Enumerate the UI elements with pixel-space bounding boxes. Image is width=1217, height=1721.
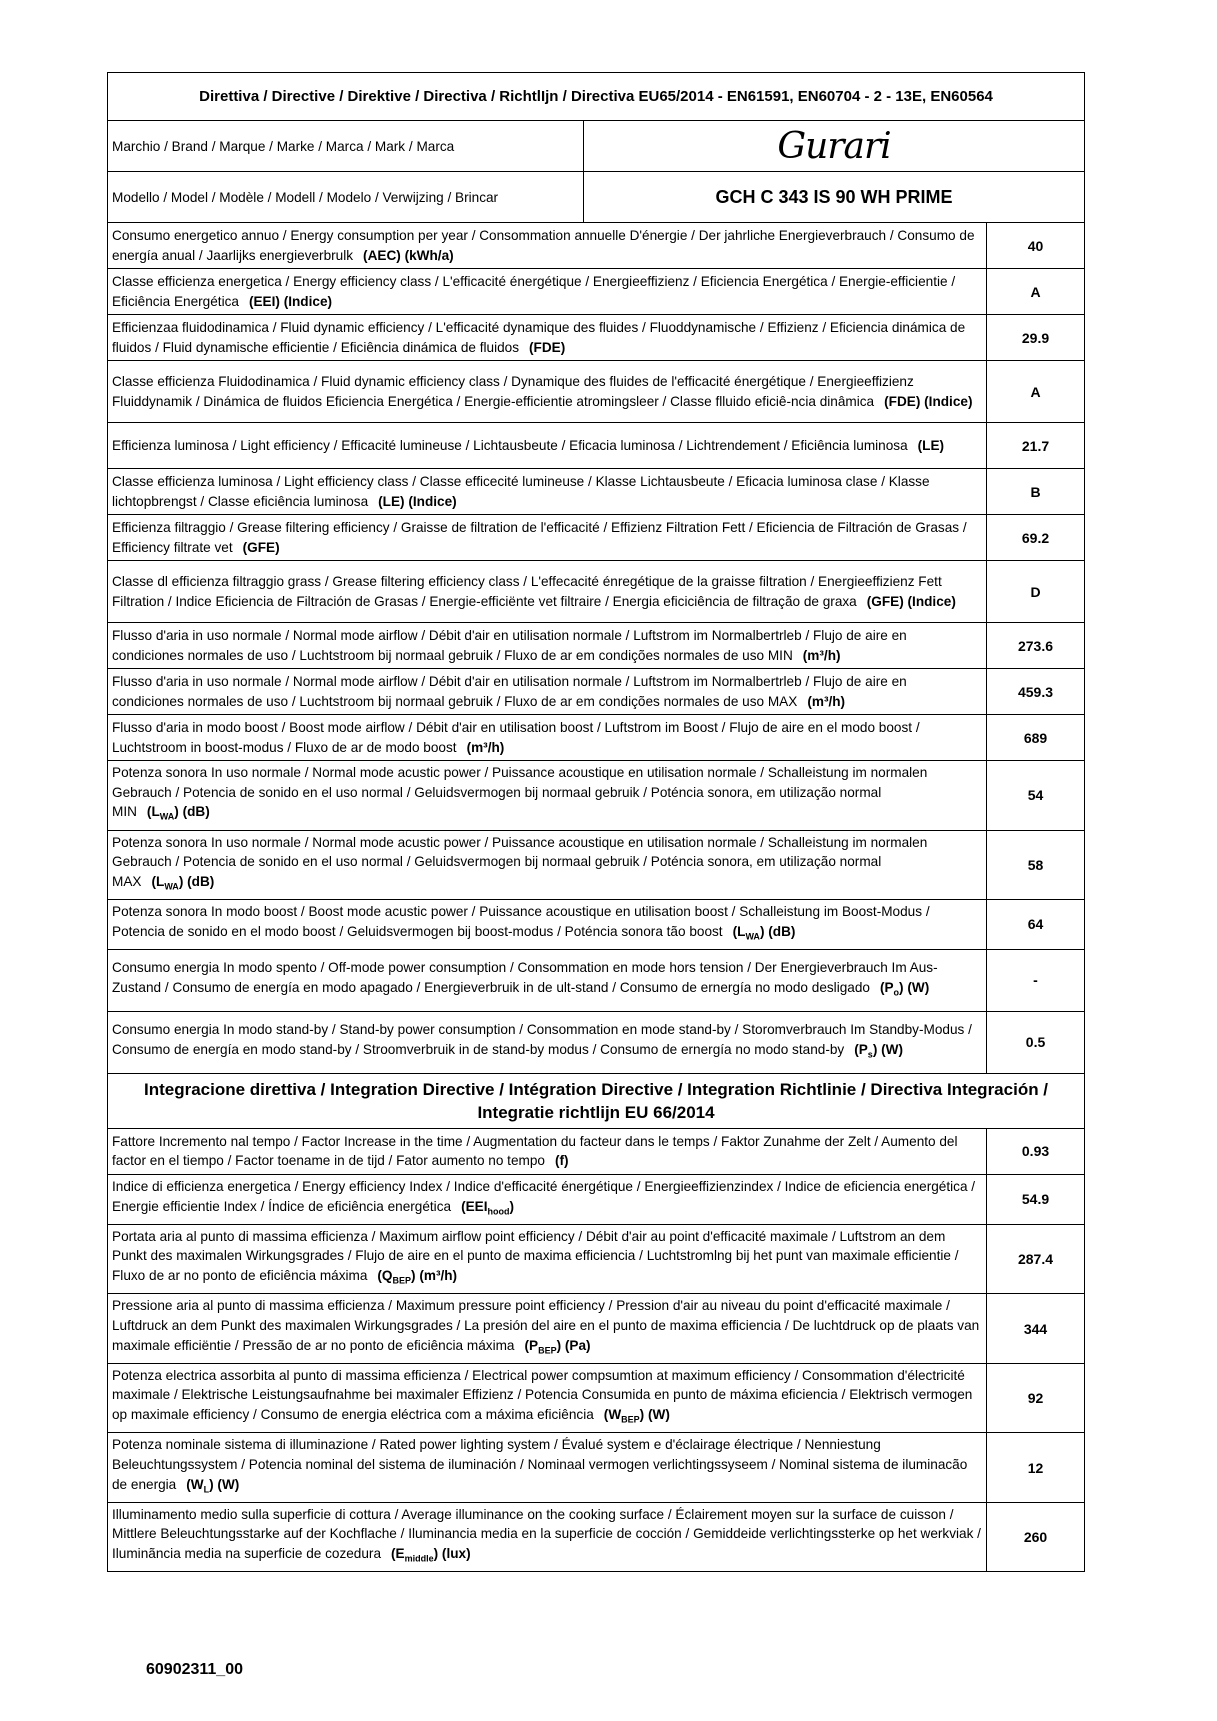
parameter-row xyxy=(108,1294,1085,1364)
parameter-value: A xyxy=(987,269,1085,315)
parameter-text: Consumo energia In modo stand-by / Stand-by power consumption / Consommation en mode stand-by / Storomverbrauch Im Standby-Modus / Consumo de energía en modo stand-by / Stroomverbruik in de stand-by modus / Consumo de ernergía no modo stand-by xyxy=(112,1021,972,1057)
directive-row xyxy=(108,73,1085,121)
parameter-symbol: $(P_o)$ (W) xyxy=(879,979,930,998)
parameter-value: 0.93 xyxy=(987,1128,1085,1174)
parameter-label xyxy=(108,1174,987,1224)
parameter-label xyxy=(108,1363,987,1433)
parameter-row xyxy=(108,561,1085,623)
parameter-text: Efficienza filtraggio / Grease filtering efficiency / Graisse de filtration de l'efficacité / Effizienz Filtration Fett / Eficiencia de Filtración de Grasas / Efficiency filtrate vet xyxy=(112,519,967,555)
parameter-row xyxy=(108,830,1085,900)
parameter-value: 69.2 xyxy=(987,515,1085,561)
parameter-text: Classe dl efficienza filtraggio grass / Grease filtering efficiency class / L'effecacité énregétique de la graisse filtration / Energieeffizienz Fett Filtration / Indice Eficiencia de Filtración de Grasas / Energie-efficiënte vet filtraire / Energia eficiciência de filtração de graxa xyxy=(112,573,942,609)
parameter-label xyxy=(108,715,987,761)
parameter-label xyxy=(108,315,987,361)
parameter-row xyxy=(108,361,1085,423)
parameter-text: Pressione aria al punto di massima efficienza / Maximum pressure point efficiency / Pression d'air au niveau du point d'efficacité maximale / Luftdruck an dem Punkt des maximalen Wirkungsgrades / La presión del aire en el punto de maxima efficiencia / De luchtdruck op de plaats van maximale efficiëntie / Pressão de ar no ponto de eficiência máxima xyxy=(112,1298,980,1353)
parameter-symbol: $(P_s)$ (W) xyxy=(854,1041,904,1060)
parameter-value: 54.9 xyxy=(987,1174,1085,1224)
parameter-value: A xyxy=(987,361,1085,423)
parameter-value: 54 xyxy=(987,761,1085,831)
parameter-text: Consumo energetico annuo / Energy consumption per year / Consommation annuelle D'énergie / Der jahrliche Energieverbrauch / Consumo de energía anual / Jaarlijks energieverbrulk xyxy=(112,227,975,263)
parameter-label xyxy=(108,900,987,950)
parameter-row xyxy=(108,1174,1085,1224)
parameter-row xyxy=(108,761,1085,831)
parameter-symbol: (m³/h) xyxy=(466,739,505,755)
parameter-text: Consumo energia In modo spento / Off-mode power consumption / Consommation en mode hors tension / Der Energieverbrauch Im Aus-Zustand / Consumo de energía en modo apagado / Energieverbruik in de ult-stand / Consumo de ernergía no modo desligado xyxy=(112,959,938,995)
parameter-symbol: $(L_{WA})$ (dB) xyxy=(151,873,215,892)
parameter-symbol: $(L_{WA})$ (dB) xyxy=(146,804,210,822)
parameter-label xyxy=(108,761,987,831)
parameter-label xyxy=(108,669,987,715)
parameter-row xyxy=(108,949,1085,1011)
parameter-text: Flusso d'aria in uso normale / Normal mode airflow / Débit d'air en utilisation normale / Luftstrom im Normalbertrleb / Flujo de aire en condiciones normales de uso / Luchtstroom bij normaal gebruik / Fluxo de ar em condições normales de uso MIN xyxy=(112,627,907,663)
parameter-value: 92 xyxy=(987,1363,1085,1433)
parameter-label xyxy=(108,223,987,269)
parameter-label xyxy=(108,1502,987,1572)
parameter-text: Potenza electrica assorbita al punto di massima efficienza / Electrical power compsumtion at maximum efficiency / Consommation d'électricité maximale / Elektrische Leistungsaufnahme bei maximaler Effizienz / Potencia Consumida en punto de máxima eficiencia / Elektrisch vermogen op maximale efficiency / Consumo de energia eléctrica com a máxima eficiência xyxy=(112,1367,973,1422)
parameter-label xyxy=(108,269,987,315)
parameter-row xyxy=(108,423,1085,469)
parameter-value: 689 xyxy=(987,715,1085,761)
parameter-row xyxy=(108,1363,1085,1433)
parameter-row xyxy=(108,1224,1085,1294)
parameter-symbol: (EEI) (Indice) xyxy=(248,293,333,309)
model-row xyxy=(108,172,1085,223)
parameter-symbol: (m³/h) xyxy=(807,693,846,709)
brand-cell xyxy=(584,121,1085,172)
parameter-symbol: $(P_{BEP})$ (Pa) xyxy=(524,1337,591,1356)
parameter-symbol: $(EEI_{hood})$ xyxy=(461,1198,515,1217)
parameter-row xyxy=(108,1502,1085,1572)
parameter-text: Efficienzaa fluidodinamica / Fluid dynamic efficiency / L'efficacité dynamique des fluides / Fluoddynamische / Effizienz / Eficiencia dinámica de fluidos / Fluid dynamische efficientie / Eficiência dinámica de fluidos xyxy=(112,319,966,355)
parameter-label xyxy=(108,515,987,561)
parameter-value: 344 xyxy=(987,1294,1085,1364)
parameter-label xyxy=(108,423,987,469)
parameter-value: 459.3 xyxy=(987,669,1085,715)
parameter-text: Illuminamento medio sulla superficie di cottura / Average illuminance on the cooking surface / Éclairement moyen sur la surface de cuisson / Mittlere Beleuchtungsstarke auf der Kochflache / Iluminancia media en la superficie de cocción / Gemiddeide verlichtingssterke op het werkviak / Iluminãncia media na superficie de cozedura xyxy=(112,1506,981,1561)
parameter-symbol: $(Q_{BEP})$ (m³/h) xyxy=(377,1268,458,1286)
parameter-row xyxy=(108,515,1085,561)
parameter-value: 64 xyxy=(987,900,1085,950)
parameter-row xyxy=(108,900,1085,950)
parameter-text: Portata aria al punto di massima efficienza / Maximum airflow point efficiency / Débit d'air au point d'efficacité maximale / Luftstrom an dem Punkt des maximalen Wirkungsgrades / Flujo de aire en el punto de maxima efficiencia / Luchtstromlng bij het punt van maximale efficientie / Fluxo de ar no ponto de eficiência máxima xyxy=(112,1228,959,1283)
parameter-value: 273.6 xyxy=(987,623,1085,669)
parameter-row xyxy=(108,269,1085,315)
parameter-symbol: $(W_{BEP})$ (W) xyxy=(603,1407,670,1425)
parameter-symbol: $(E_{middle})$ (lux) xyxy=(391,1546,471,1564)
model-label: Modello / Model / Modèle / Modell / Modelo / Verwijzing / Brincar xyxy=(108,172,584,223)
parameter-label xyxy=(108,1433,987,1503)
parameter-symbol: (AEC) (kWh/a) xyxy=(363,247,454,263)
parameter-label xyxy=(108,1294,987,1364)
parameter-text: Fattore Incremento nal tempo / Factor Increase in the time / Augmentation du facteur dans le temps / Faktor Zunahme der Zelt / Aumento del factor en el tiempo / Factor toename in de tijd / Fator aumento no tempo xyxy=(112,1133,958,1169)
parameter-value: 260 xyxy=(987,1502,1085,1572)
parameter-value: 58 xyxy=(987,830,1085,900)
parameter-text: Classe efficienza energetica / Energy efficiency class / L'efficacité énergétique / Energieeffizienz / Eficiencia Energética / Energie-efficientie / Eficiência Energética xyxy=(112,273,956,309)
parameter-row xyxy=(108,1011,1085,1073)
parameter-text: Flusso d'aria in modo boost / Boost mode airflow / Débit d'air en utilisation boost / Luftstrom im Boost / Flujo de aire en el modo boost / Luchtstroom in boost-modus / Fluxo de ar de modo boost xyxy=(112,719,920,755)
parameter-symbol: (m³/h) xyxy=(802,647,841,663)
brand-logo: Gurari xyxy=(777,125,891,167)
parameter-symbol: (GFE) xyxy=(242,539,280,555)
parameter-value: 0.5 xyxy=(987,1011,1085,1073)
parameter-row xyxy=(108,1433,1085,1503)
parameter-label xyxy=(108,623,987,669)
parameter-symbol: $(W_L)$ (W) xyxy=(186,1476,240,1495)
directive-header: Direttiva / Directive / Direktive / Directiva / RichtlIjn / Directiva EU65/2014 - EN61591, EN60704 - 2 - 13E, EN60564 xyxy=(108,73,1085,121)
parameter-symbol: (LE) xyxy=(917,437,945,453)
parameter-symbol: (f) xyxy=(554,1153,569,1169)
parameter-text: Potenza sonora In uso normale / Normal mode acustic power / Puissance acoustique en utilisation normale / Schalleistung im normalen Gebrauch / Potencia de sonido en el uso normal / Geluidsvermogen bij normaal gebruik / Poténcia sonora, em utilização normal MAX xyxy=(112,834,928,889)
parameter-value: B xyxy=(987,469,1085,515)
brand-row xyxy=(108,121,1085,172)
parameter-text: Flusso d'aria in uso normale / Normal mode airflow / Débit d'air en utilisation normale / Luftstrom im Normalbertrleb / Flujo de aire en condiciones normales de uso / Luchtstroom bij normaal gebruik / Fluxo de ar em condições normales de uso MAX xyxy=(112,673,907,709)
parameter-value: 12 xyxy=(987,1433,1085,1503)
parameter-label xyxy=(108,561,987,623)
parameter-text: Classe efficienza Fluidodinamica / Fluid dynamic efficiency class / Dynamique des fluides de l'efficacité énergétique / Energieeffizienz Fluiddynamik / Dinámica de fluidos Eficiencia Energética / Energie-efficientie atromingsleer / Classe flluido eficiê-ncia dinâmica xyxy=(112,373,914,409)
parameter-symbol: (LE) (Indice) xyxy=(378,493,457,509)
parameter-row xyxy=(108,469,1085,515)
model-value: GCH C 343 IS 90 WH PRIME xyxy=(584,172,1085,223)
parameter-label xyxy=(108,1011,987,1073)
parameter-label xyxy=(108,1128,987,1174)
parameter-text: Potenza sonora In modo boost / Boost mode acustic power / Puissance acoustique en utilisation boost / Schalleistung im Boost-Modus / Potencia de sonido en el modo boost / Geluidsvermogen bij boost-modus / Poténcia sonora tão boost xyxy=(112,904,930,939)
integration-heading-row xyxy=(108,1073,1085,1128)
integration-heading: Integracione direttiva / Integration Directive / Intégration Directive / Integration Richtlinie / Directiva Integración / Integratie richtlijn EU 66/2014 xyxy=(108,1073,1085,1128)
parameter-label xyxy=(108,949,987,1011)
parameter-value: 29.9 xyxy=(987,315,1085,361)
parameter-value: 287.4 xyxy=(987,1224,1085,1294)
parameter-text: Potenza nominale sistema di illuminazione / Rated power lighting system / Évalué system e d'éclairage électrique / Nenniestung Beleuchtungssystem / Potencia nominal del sistema de iluminación / Nominaal vermogen verlichtingssyseem / Nominal sistema de iluminacão de energia xyxy=(112,1437,968,1492)
parameter-row xyxy=(108,669,1085,715)
brand-label: Marchio / Brand / Marque / Marke / Marca / Mark / Marca xyxy=(108,121,584,172)
parameter-label xyxy=(108,361,987,423)
parameter-row xyxy=(108,715,1085,761)
energy-label-sheet xyxy=(107,72,1084,1572)
energy-data-table xyxy=(107,72,1085,1572)
parameter-value: 40 xyxy=(987,223,1085,269)
parameter-row xyxy=(108,1128,1085,1174)
parameter-row xyxy=(108,623,1085,669)
document-code: 60902311_00 xyxy=(146,1661,243,1678)
parameter-symbol: (GFE) (Indice) xyxy=(866,593,956,609)
parameter-text: Potenza sonora In uso normale / Normal mode acustic power / Puissance acoustique en utilisation normale / Schalleistung im normalen Gebrauch / Potencia de sonido en el uso normal / Geluidsvermogen bij normaal gebruik / Poténcia sonora, em utilização normal MIN xyxy=(112,765,928,820)
parameter-value: 21.7 xyxy=(987,423,1085,469)
parameter-row xyxy=(108,223,1085,269)
parameter-symbol: $(L_{WA})$ (dB) xyxy=(732,923,796,942)
parameter-row xyxy=(108,315,1085,361)
parameter-symbol: (FDE) xyxy=(529,339,566,355)
parameter-label xyxy=(108,830,987,900)
parameter-value: - xyxy=(987,949,1085,1011)
parameter-text: Classe efficienza luminosa / Light efficiency class / Classe efficecité lumineuse / Klasse Lichtausbeute / Eficacia luminosa clase / Klasse lichtopbrengst / Classe eficiência luminosa xyxy=(112,473,930,509)
parameter-symbol: (FDE) (Indice) xyxy=(884,393,973,409)
parameter-text: Efficienza luminosa / Light efficiency / Efficacité lumineuse / Lichtausbeute / Eficacia luminosa / Lichtrendement / Eficiência luminosa xyxy=(112,437,908,453)
parameter-label xyxy=(108,1224,987,1294)
parameter-value: D xyxy=(987,561,1085,623)
parameter-text: Indice di efficienza energetica / Energy efficiency Index / Indice d'efficacité énergétique / Energieeffizienzindex / Indice de eficiencia energética / Energie efficientie Index / Índice de eficiência energética xyxy=(112,1178,976,1214)
parameter-label xyxy=(108,469,987,515)
